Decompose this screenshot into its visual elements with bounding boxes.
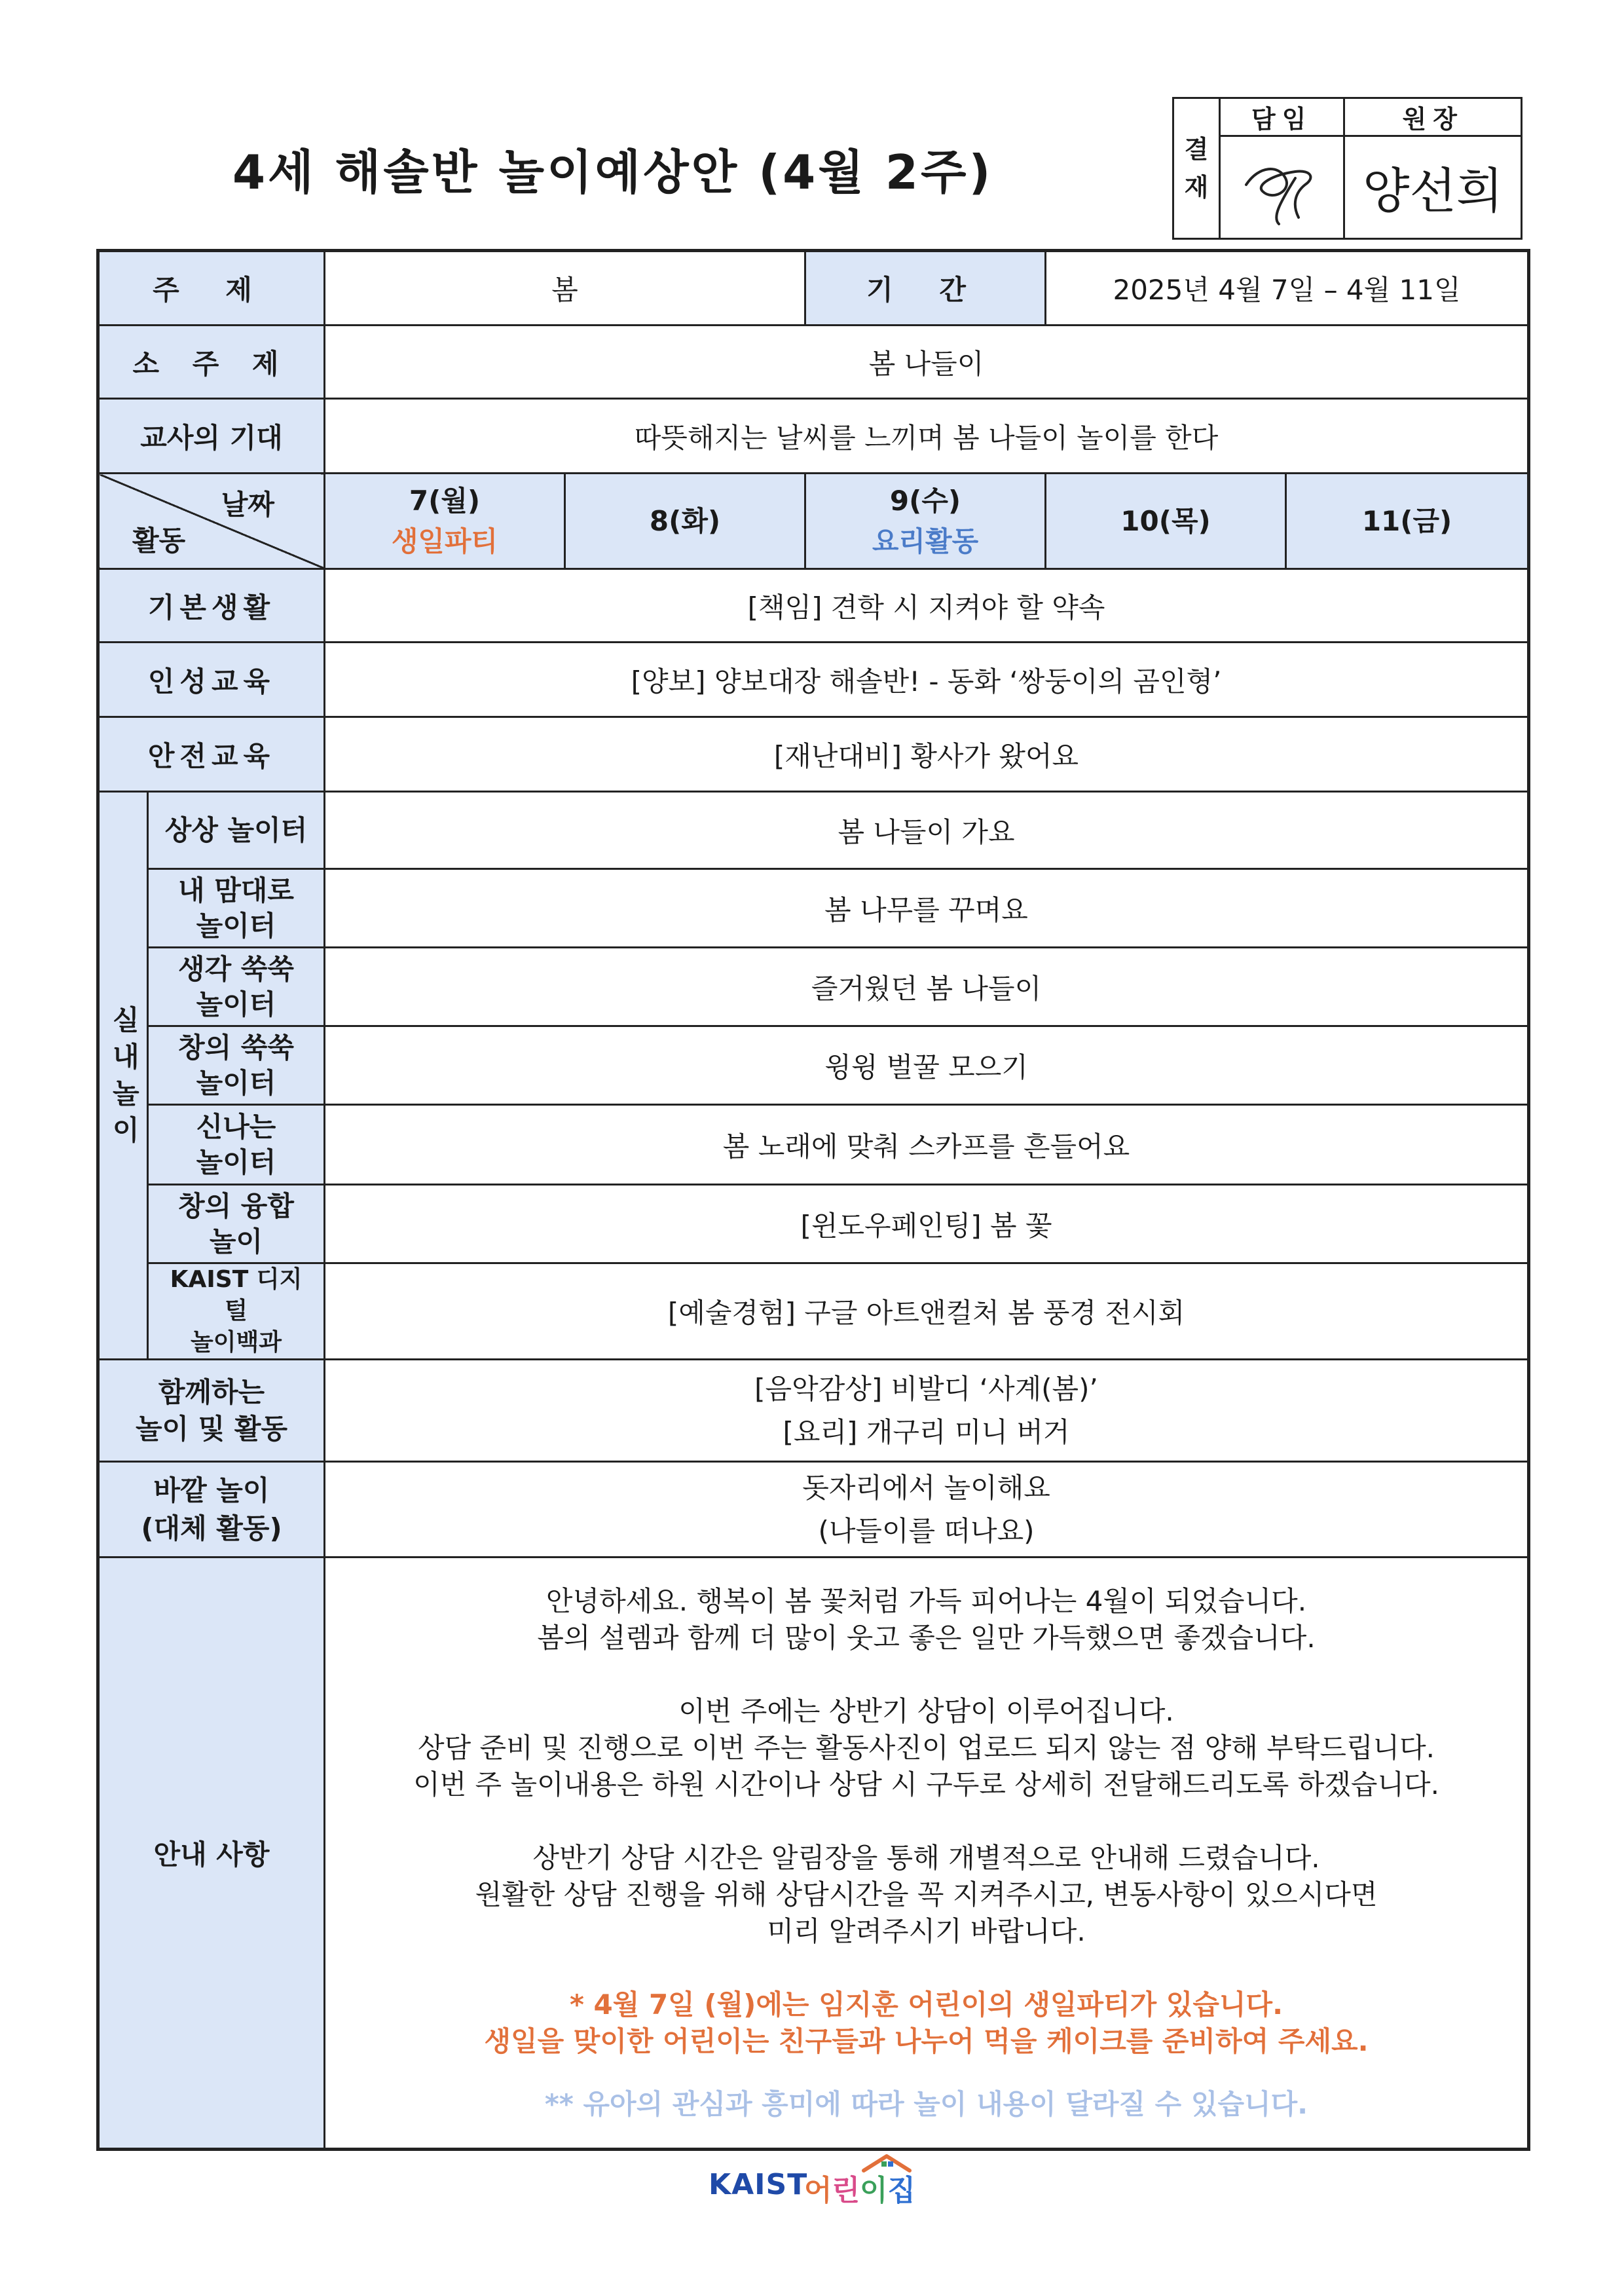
approval-director-header: 원장 bbox=[1344, 98, 1522, 136]
activity-header-label: 활동 bbox=[132, 525, 186, 557]
indoor-value: 봄 나무를 꾸며요 bbox=[325, 869, 1529, 948]
kaist-daycare-logo bbox=[709, 2154, 918, 2207]
logo-kaist-text: KAIST bbox=[709, 2168, 808, 2201]
indoor-row bbox=[98, 1263, 1529, 1360]
basic-life-value: [책임] 견학 시 지켜야 할 약속 bbox=[325, 569, 1529, 643]
approval-box bbox=[1172, 97, 1522, 240]
notice-line: 봄의 설렘과 함께 더 많이 웃고 좋은 일만 가득했으면 좋겠습니다. bbox=[537, 1622, 1316, 1654]
indoor-value: [예술경험] 구글 아트앤컬처 봄 풍경 전시회 bbox=[325, 1263, 1529, 1360]
period-label: 기 간 bbox=[805, 251, 1046, 326]
notice-line: 이번 주에는 상반기 상담이 이루어집니다. bbox=[678, 1695, 1174, 1727]
day-monday: 7(월) 생일파티 bbox=[325, 474, 565, 569]
day-header-row bbox=[98, 474, 1529, 569]
theme-value: 봄 bbox=[325, 251, 805, 326]
outdoor-row bbox=[98, 1462, 1529, 1558]
theme-label: 주 제 bbox=[98, 251, 325, 326]
logo-korean-text: 어린이집 bbox=[804, 2174, 916, 2207]
indoor-row bbox=[98, 792, 1529, 869]
character-edu-value: [양보] 양보대장 해솔반! - 동화 ‘쌍둥이의 곰인형’ bbox=[325, 643, 1529, 717]
birthday-notice: * 4월 7일 (월)에는 임지훈 어린이의 생일파티가 있습니다. bbox=[569, 1988, 1283, 2021]
footnote: ** 유아의 관심과 흥미에 따라 놀이 내용이 달라질 수 있습니다. bbox=[544, 2088, 1308, 2120]
together-value: [음악감상] 비발디 ‘사계(봄)’ [요리] 개구리 미니 버거 bbox=[325, 1360, 1529, 1462]
indoor-label: 창의 융합 놀이 bbox=[148, 1185, 325, 1263]
outdoor-label: 바깥 놀이 (대체 활동) bbox=[98, 1462, 325, 1558]
approval-homeroom-header: 담임 bbox=[1220, 98, 1344, 136]
character-edu-label: 인성교육 bbox=[98, 643, 325, 717]
indoor-row bbox=[98, 948, 1529, 1026]
notice-line: 안녕하세요. 행복이 봄 꽃처럼 가득 피어나는 4월이 되었습니다. bbox=[545, 1585, 1307, 1617]
basic-life-row bbox=[98, 569, 1529, 643]
date-header-label: 날짜 bbox=[221, 489, 274, 521]
homeroom-signature bbox=[1220, 136, 1344, 239]
indoor-label: KAIST 디지털 놀이백과 bbox=[148, 1263, 325, 1360]
character-edu-row bbox=[98, 643, 1529, 717]
indoor-row bbox=[98, 869, 1529, 948]
notice-content bbox=[325, 1558, 1529, 2150]
day-tuesday: 8(화) bbox=[565, 474, 805, 569]
day-thursday: 10(목) bbox=[1046, 474, 1286, 569]
notice-label: 안내 사항 bbox=[98, 1558, 325, 2150]
indoor-value: [윈도우페인팅] 봄 꽃 bbox=[325, 1185, 1529, 1263]
together-label: 함께하는 놀이 및 활동 bbox=[98, 1360, 325, 1462]
teacher-expectation-value: 따뜻해지는 날씨를 느끼며 봄 나들이 놀이를 한다 bbox=[325, 399, 1529, 474]
indoor-value: 봄 노래에 맞춰 스카프를 흔들어요 bbox=[325, 1105, 1529, 1185]
subtheme-row bbox=[98, 326, 1529, 399]
together-row bbox=[98, 1360, 1529, 1462]
notice-line: 이번 주 놀이내용은 하원 시간이나 상담 시 구두로 상세히 전달해드리도록 하겠습니다. bbox=[413, 1768, 1439, 1801]
page-title: 4세 해솔반 놀이예상안 (4월 2주) bbox=[232, 145, 993, 200]
safety-edu-label: 안전교육 bbox=[98, 717, 325, 792]
plan-table bbox=[96, 249, 1530, 2151]
indoor-row bbox=[98, 1105, 1529, 1185]
homeroom-signature-scribble bbox=[1233, 139, 1331, 231]
basic-life-label: 기본생활 bbox=[98, 569, 325, 643]
day-wednesday: 9(수) 요리활동 bbox=[805, 474, 1046, 569]
approval-label: 결 재 bbox=[1173, 98, 1220, 239]
indoor-label: 상상 놀이터 bbox=[148, 792, 325, 869]
indoor-row bbox=[98, 1026, 1529, 1105]
indoor-value: 즐거웠던 봄 나들이 bbox=[325, 948, 1529, 1026]
notice-line: 상담 준비 및 진행으로 이번 주는 활동사진이 업로드 되지 않는 점 양해 부탁드립니다. bbox=[418, 1732, 1435, 1764]
theme-row bbox=[98, 251, 1529, 326]
date-activity-header bbox=[98, 474, 325, 569]
outdoor-value: 돗자리에서 놀이해요 (나들이를 떠나요) bbox=[325, 1462, 1529, 1558]
day-friday: 11(금) bbox=[1286, 474, 1529, 569]
notice-line: 원활한 상담 진행을 위해 상담시간을 꼭 지켜주시고, 변동사항이 있으시다면 bbox=[475, 1878, 1378, 1911]
safety-edu-value: [재난대비] 황사가 왔어요 bbox=[325, 717, 1529, 792]
subtheme-label: 소 주 제 bbox=[98, 326, 325, 399]
teacher-expectation-row bbox=[98, 399, 1529, 474]
indoor-label: 내 맘대로 놀이터 bbox=[148, 869, 325, 948]
indoor-value: 윙윙 벌꿀 모으기 bbox=[325, 1026, 1529, 1105]
indoor-group-label: 실 내 놀 이 bbox=[98, 792, 148, 1360]
birthday-notice: 생일을 맞이한 어린이는 친구들과 나누어 먹을 케이크를 준비하여 주세요. bbox=[484, 2025, 1369, 2057]
indoor-label: 생각 쑥쑥 놀이터 bbox=[148, 948, 325, 1026]
indoor-value: 봄 나들이 가요 bbox=[325, 792, 1529, 869]
teacher-expectation-label: 교사의 기대 bbox=[98, 399, 325, 474]
day-monday-note: 생일파티 bbox=[391, 525, 498, 557]
indoor-label: 창의 쑥쑥 놀이터 bbox=[148, 1026, 325, 1105]
director-signature bbox=[1344, 136, 1522, 239]
notice-line: 상반기 상담 시간은 알림장을 통해 개별적으로 안내해 드렸습니다. bbox=[532, 1842, 1320, 1874]
notice-line: 미리 알려주시기 바랍니다. bbox=[767, 1915, 1086, 1947]
notice-row bbox=[98, 1558, 1529, 2150]
period-value: 2025년 4월 7일 – 4월 11일 bbox=[1046, 251, 1529, 326]
day-wednesday-note: 요리활동 bbox=[872, 525, 979, 557]
indoor-label: 신나는 놀이터 bbox=[148, 1105, 325, 1185]
indoor-row bbox=[98, 1185, 1529, 1263]
subtheme-value: 봄 나들이 bbox=[325, 326, 1529, 399]
safety-edu-row bbox=[98, 717, 1529, 792]
director-signature-text: 양선희 bbox=[1362, 163, 1504, 219]
